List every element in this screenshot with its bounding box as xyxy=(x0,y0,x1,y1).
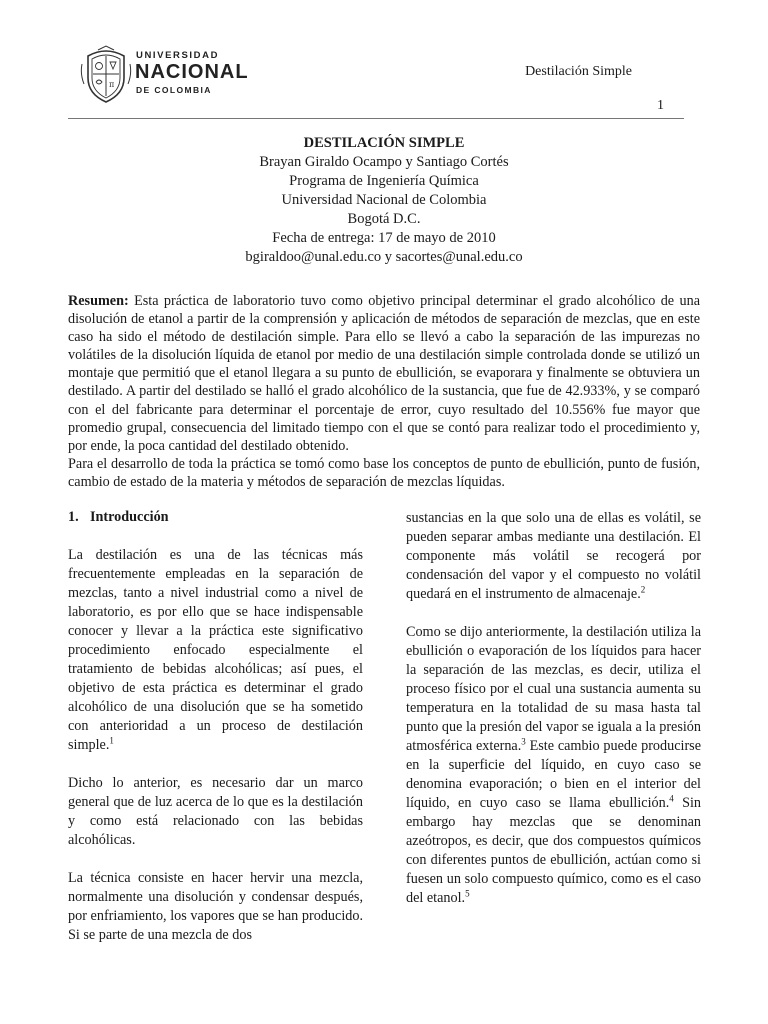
intro-paragraph-5-text-c: Sin embargo hay mezclas que se denominan azeótropos, es decir, que dos compuestos químicos con diferentes puntos de ebullición, actúan como si fuesen un solo compuesto químico, como es el caso del etanol. xyxy=(406,795,701,906)
logo-text-de-colombia: DE COLOMBIA xyxy=(136,85,212,95)
title-block xyxy=(68,134,700,267)
logo-text-nacional: NACIONAL xyxy=(135,61,249,83)
running-title: Destilación Simple xyxy=(525,64,632,79)
intro-paragraph-5 xyxy=(406,623,701,908)
footnote-ref-2: 2 xyxy=(640,584,646,595)
program: Programa de Ingeniería Química xyxy=(289,173,479,189)
abstract-paragraph-2: Para el desarrollo de toda la práctica se tomó como base los conceptos de punto de ebullición, punto de fusión, cambio de estado de la materia y métodos de separación de mezclas líquidas. xyxy=(68,455,700,490)
intro-paragraph-4 xyxy=(406,509,701,604)
section-title: Introducción xyxy=(90,509,169,525)
authors: Brayan Giraldo Ocampo y Santiago Cortés xyxy=(259,154,509,170)
intro-paragraph-1-text: La destilación es una de las técnicas más frecuentemente empleadas en la separación de mezclas, tanto a nivel industrial como a nivel de laboratorio, es por ello que se hace indispensable conocer y llevar a la práctica este significativo procedimiento enfocado especialmente el tratamiento de bebidas alcohólicas; así pues, el objetivo de esta práctica es determinar el grado alcohólico de una disolución que se ha sometido con anterioridad a un proceso de destilación simple. xyxy=(68,547,363,753)
right-column xyxy=(406,509,701,908)
intro-paragraph-5-text-b: Este cambio puede producirse en la superficie del líquido, en cuyo caso se denomina evaporación; o bien en el interior del líquido, en cuyo caso se llama ebullición. xyxy=(406,738,701,811)
submission-date: Fecha de entrega: 17 de mayo de 2010 xyxy=(272,230,496,246)
section-number: 1. xyxy=(68,509,79,525)
footnote-ref-5: 5 xyxy=(465,888,470,899)
intro-paragraph-3: La técnica consiste en hacer hervir una mezcla, normalmente una disolución y condensar después, por enfriamiento, los vapores que se han producido. Si se parte de una mezcla de dos xyxy=(68,870,363,943)
intro-paragraph-5-text-a: Como se dijo anteriormente, la destilación utiliza la ebullición o evaporación de los líquidos para hacer la separación de las mezclas, es decir, utiliza el proceso físico por el cual una sustancia aumenta su temperatura en la totalidad de su masa hasta tal punto que la presión del vapor se iguala a la presión atmosférica externa. xyxy=(406,624,701,754)
city: Bogotá D.C. xyxy=(347,211,421,227)
abstract-text: Esta práctica de laboratorio tuvo como objetivo principal determinar el grado alcohólico de una disolución de etanol a partir de la comprensión y aplicación de métodos de separación de mezclas, que en este caso ha sido el método de destilación simple. Para ello se llevó a cabo la separación de las impurezas no volátiles de la disolución líquida de etanol por medio de una destilación simple controlada donde se utilizó un montaje que permitió que el etanol llegara a su punto de ebullición, se evaporara y finalmente se obtuviera un destilado. A partir del destilado se halló el grado alcohólico de la sustancia, que fue de 42.933%, y se comparó con el del fabricante para determinar el porcentaje de error, cuyo resultado del 10.556% fue mayor que promedio grupal, consecuencia del limitado tiempo con el que se contó para realizar todo el procedimiento y, por ende, la poca cantidad del destilado obtenido. xyxy=(68,293,700,454)
intro-paragraph-2: Dicho lo anterior, es necesario dar un marco general que de luz acerca de lo que es la destilación y como está relacionado con las bebidas alcohólicas. xyxy=(68,775,363,848)
intro-paragraph-4-text: sustancias en la que solo una de ellas es volátil, se pueden separar ambas mediante una destilación. El componente más volátil se recogerá por condensación del vapor y el compuesto no volátil quedará en el instrumento de almacenaje. xyxy=(406,510,701,602)
footnote-ref-3: 3 xyxy=(521,736,526,747)
logo-text-universidad: UNIVERSIDAD xyxy=(136,50,220,61)
university: Universidad Nacional de Colombia xyxy=(281,192,487,208)
university-crest-icon xyxy=(80,44,132,104)
document-title: DESTILACIÓN SIMPLE xyxy=(303,135,465,151)
abstract-paragraph xyxy=(68,292,700,455)
abstract-label: Resumen: xyxy=(68,293,129,309)
university-logo xyxy=(80,44,249,106)
page-number: 1 xyxy=(657,98,664,113)
left-column xyxy=(68,508,363,945)
header-rule xyxy=(68,118,684,119)
intro-paragraph-1 xyxy=(68,546,363,755)
section-heading-introduction xyxy=(68,508,363,527)
svg-text:π: π xyxy=(109,80,115,89)
footnote-ref-4: 4 xyxy=(669,793,674,804)
footnote-ref-1: 1 xyxy=(109,735,114,746)
author-emails: bgiraldoo@unal.edu.co y sacortes@unal.edu.co xyxy=(245,249,523,265)
abstract xyxy=(68,292,700,491)
